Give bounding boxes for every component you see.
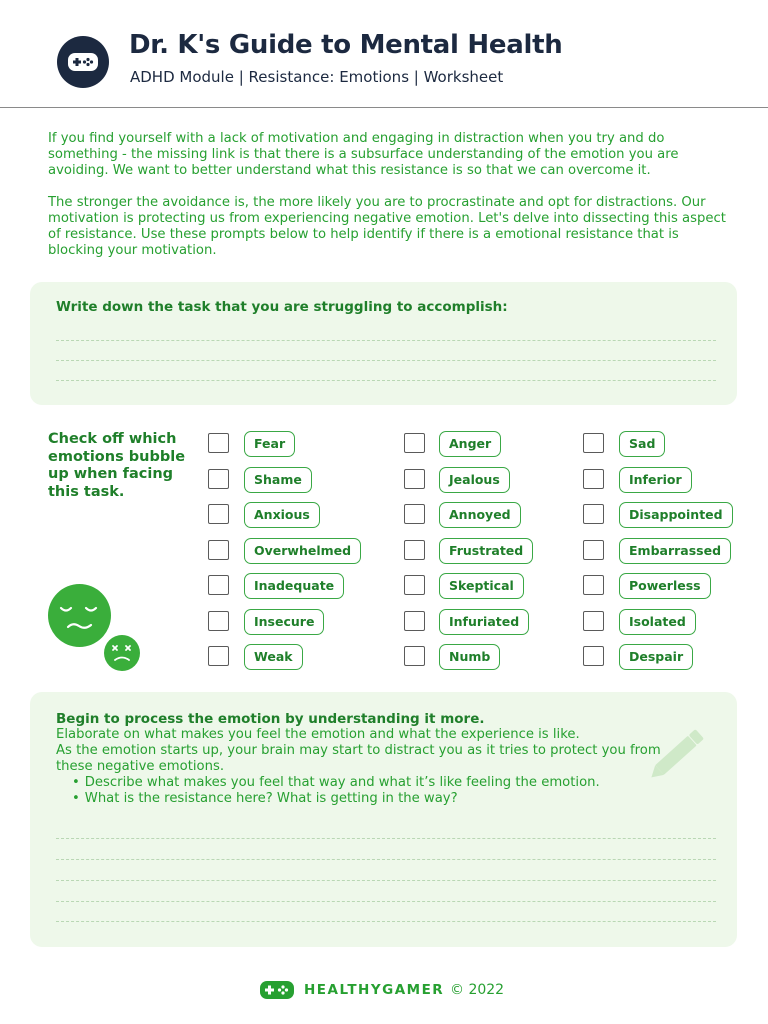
process-box	[30, 692, 737, 947]
emotion-checkbox[interactable]	[208, 611, 229, 631]
intro-paragraph-1: If you find yourself with a lack of motivation and engaging in distraction when you try and do something - the missing link is that there is a subsurface understanding of the emotion you are avoiding. We want to better understand what this resistance is so that we can overcome it.	[48, 131, 679, 178]
emotion-tag: Powerless	[619, 573, 711, 599]
writing-line[interactable]	[56, 921, 716, 922]
emotion-tag: Anxious	[244, 502, 320, 528]
emotion-tag: Isolated	[619, 609, 696, 635]
emotion-checkbox[interactable]	[583, 646, 604, 666]
writing-line[interactable]	[56, 340, 716, 341]
emotion-tag: Insecure	[244, 609, 324, 635]
emotion-checkbox[interactable]	[583, 433, 604, 453]
emotion-checkbox[interactable]	[404, 575, 425, 595]
emotion-tag: Anger	[439, 431, 501, 457]
emotion-checkbox[interactable]	[583, 469, 604, 489]
task-prompt: Write down the task that you are struggling to accomplish:	[56, 299, 508, 315]
emotion-tag: Embarrassed	[619, 538, 731, 564]
dizzy-face-icon	[104, 635, 140, 671]
emotion-tag: Inferior	[619, 467, 692, 493]
emotion-checkbox[interactable]	[583, 611, 604, 631]
emotion-tag: Numb	[439, 644, 500, 670]
gamepad-icon	[57, 36, 109, 88]
emotion-checkbox[interactable]	[208, 646, 229, 666]
gamepad-icon	[260, 980, 294, 1000]
emotion-tag: Inadequate	[244, 573, 344, 599]
page-header	[0, 0, 768, 108]
emotion-tag: Annoyed	[439, 502, 521, 528]
emotion-tag: Weak	[244, 644, 303, 670]
writing-line[interactable]	[56, 838, 716, 839]
emotion-tag: Fear	[244, 431, 295, 457]
emotion-checkbox[interactable]	[208, 540, 229, 560]
task-box	[30, 282, 737, 405]
process-line-1: Elaborate on what makes you feel the emotion and what the experience is like.	[56, 727, 580, 742]
emotion-checkbox[interactable]	[404, 646, 425, 666]
emotion-checkbox[interactable]	[208, 504, 229, 524]
emotion-tag: Disappointed	[619, 502, 733, 528]
emotion-tag: Sad	[619, 431, 665, 457]
emotion-checkbox[interactable]	[208, 575, 229, 595]
emotion-checkbox[interactable]	[583, 540, 604, 560]
emotions-instruction: Check off which emotions bubble up when facing this task.	[48, 431, 186, 500]
emotion-tag: Jealous	[439, 467, 510, 493]
writing-line[interactable]	[56, 880, 716, 881]
emotion-tag: Frustrated	[439, 538, 533, 564]
emotion-checkbox[interactable]	[583, 575, 604, 595]
page-title: Dr. K's Guide to Mental Health	[129, 30, 563, 60]
writing-line[interactable]	[56, 380, 716, 381]
page-subtitle: ADHD Module | Resistance: Emotions | Worksheet	[130, 68, 504, 86]
emotion-tag: Despair	[619, 644, 693, 670]
intro-paragraph-2: The stronger the avoidance is, the more likely you are to procrastinate and opt for distractions. Our motivation is protecting us from experiencing negative emotion. Let's delve into dissecting this aspect of resistance. Use these prompts below to help identify if there is a emotional resistance that is blocking your motivation.	[48, 195, 726, 258]
writing-line[interactable]	[56, 901, 716, 902]
process-heading: Begin to process the emotion by understanding it more.	[56, 711, 485, 727]
emotion-checkbox[interactable]	[583, 504, 604, 524]
brand-name: HEALTHYGAMER	[304, 982, 445, 998]
emotion-checkbox[interactable]	[404, 433, 425, 453]
sad-face-icon	[48, 584, 111, 647]
emotion-tag: Skeptical	[439, 573, 524, 599]
emotion-checkbox[interactable]	[208, 469, 229, 489]
emotion-checkbox[interactable]	[404, 611, 425, 631]
emotion-checkbox[interactable]	[404, 504, 425, 524]
emotion-checkbox[interactable]	[404, 540, 425, 560]
emotion-tag: Overwhelmed	[244, 538, 361, 564]
process-line-2: As the emotion starts up, your brain may start to distract you as it tries to protect you from these negative emotions.	[56, 743, 661, 774]
process-bullet: • Describe what makes you feel that way and what it’s like feeling the emotion.	[72, 775, 676, 791]
emotion-checkbox[interactable]	[404, 469, 425, 489]
process-body	[56, 727, 676, 807]
emotion-checkbox[interactable]	[208, 433, 229, 453]
process-bullet: • What is the resistance here? What is getting in the way?	[72, 791, 676, 807]
writing-line[interactable]	[56, 360, 716, 361]
writing-line[interactable]	[56, 859, 716, 860]
process-bullets	[72, 775, 676, 807]
copyright: © 2022	[450, 982, 505, 998]
emotion-tag: Infuriated	[439, 609, 529, 635]
pencil-icon	[642, 722, 712, 792]
emotion-tag: Shame	[244, 467, 312, 493]
